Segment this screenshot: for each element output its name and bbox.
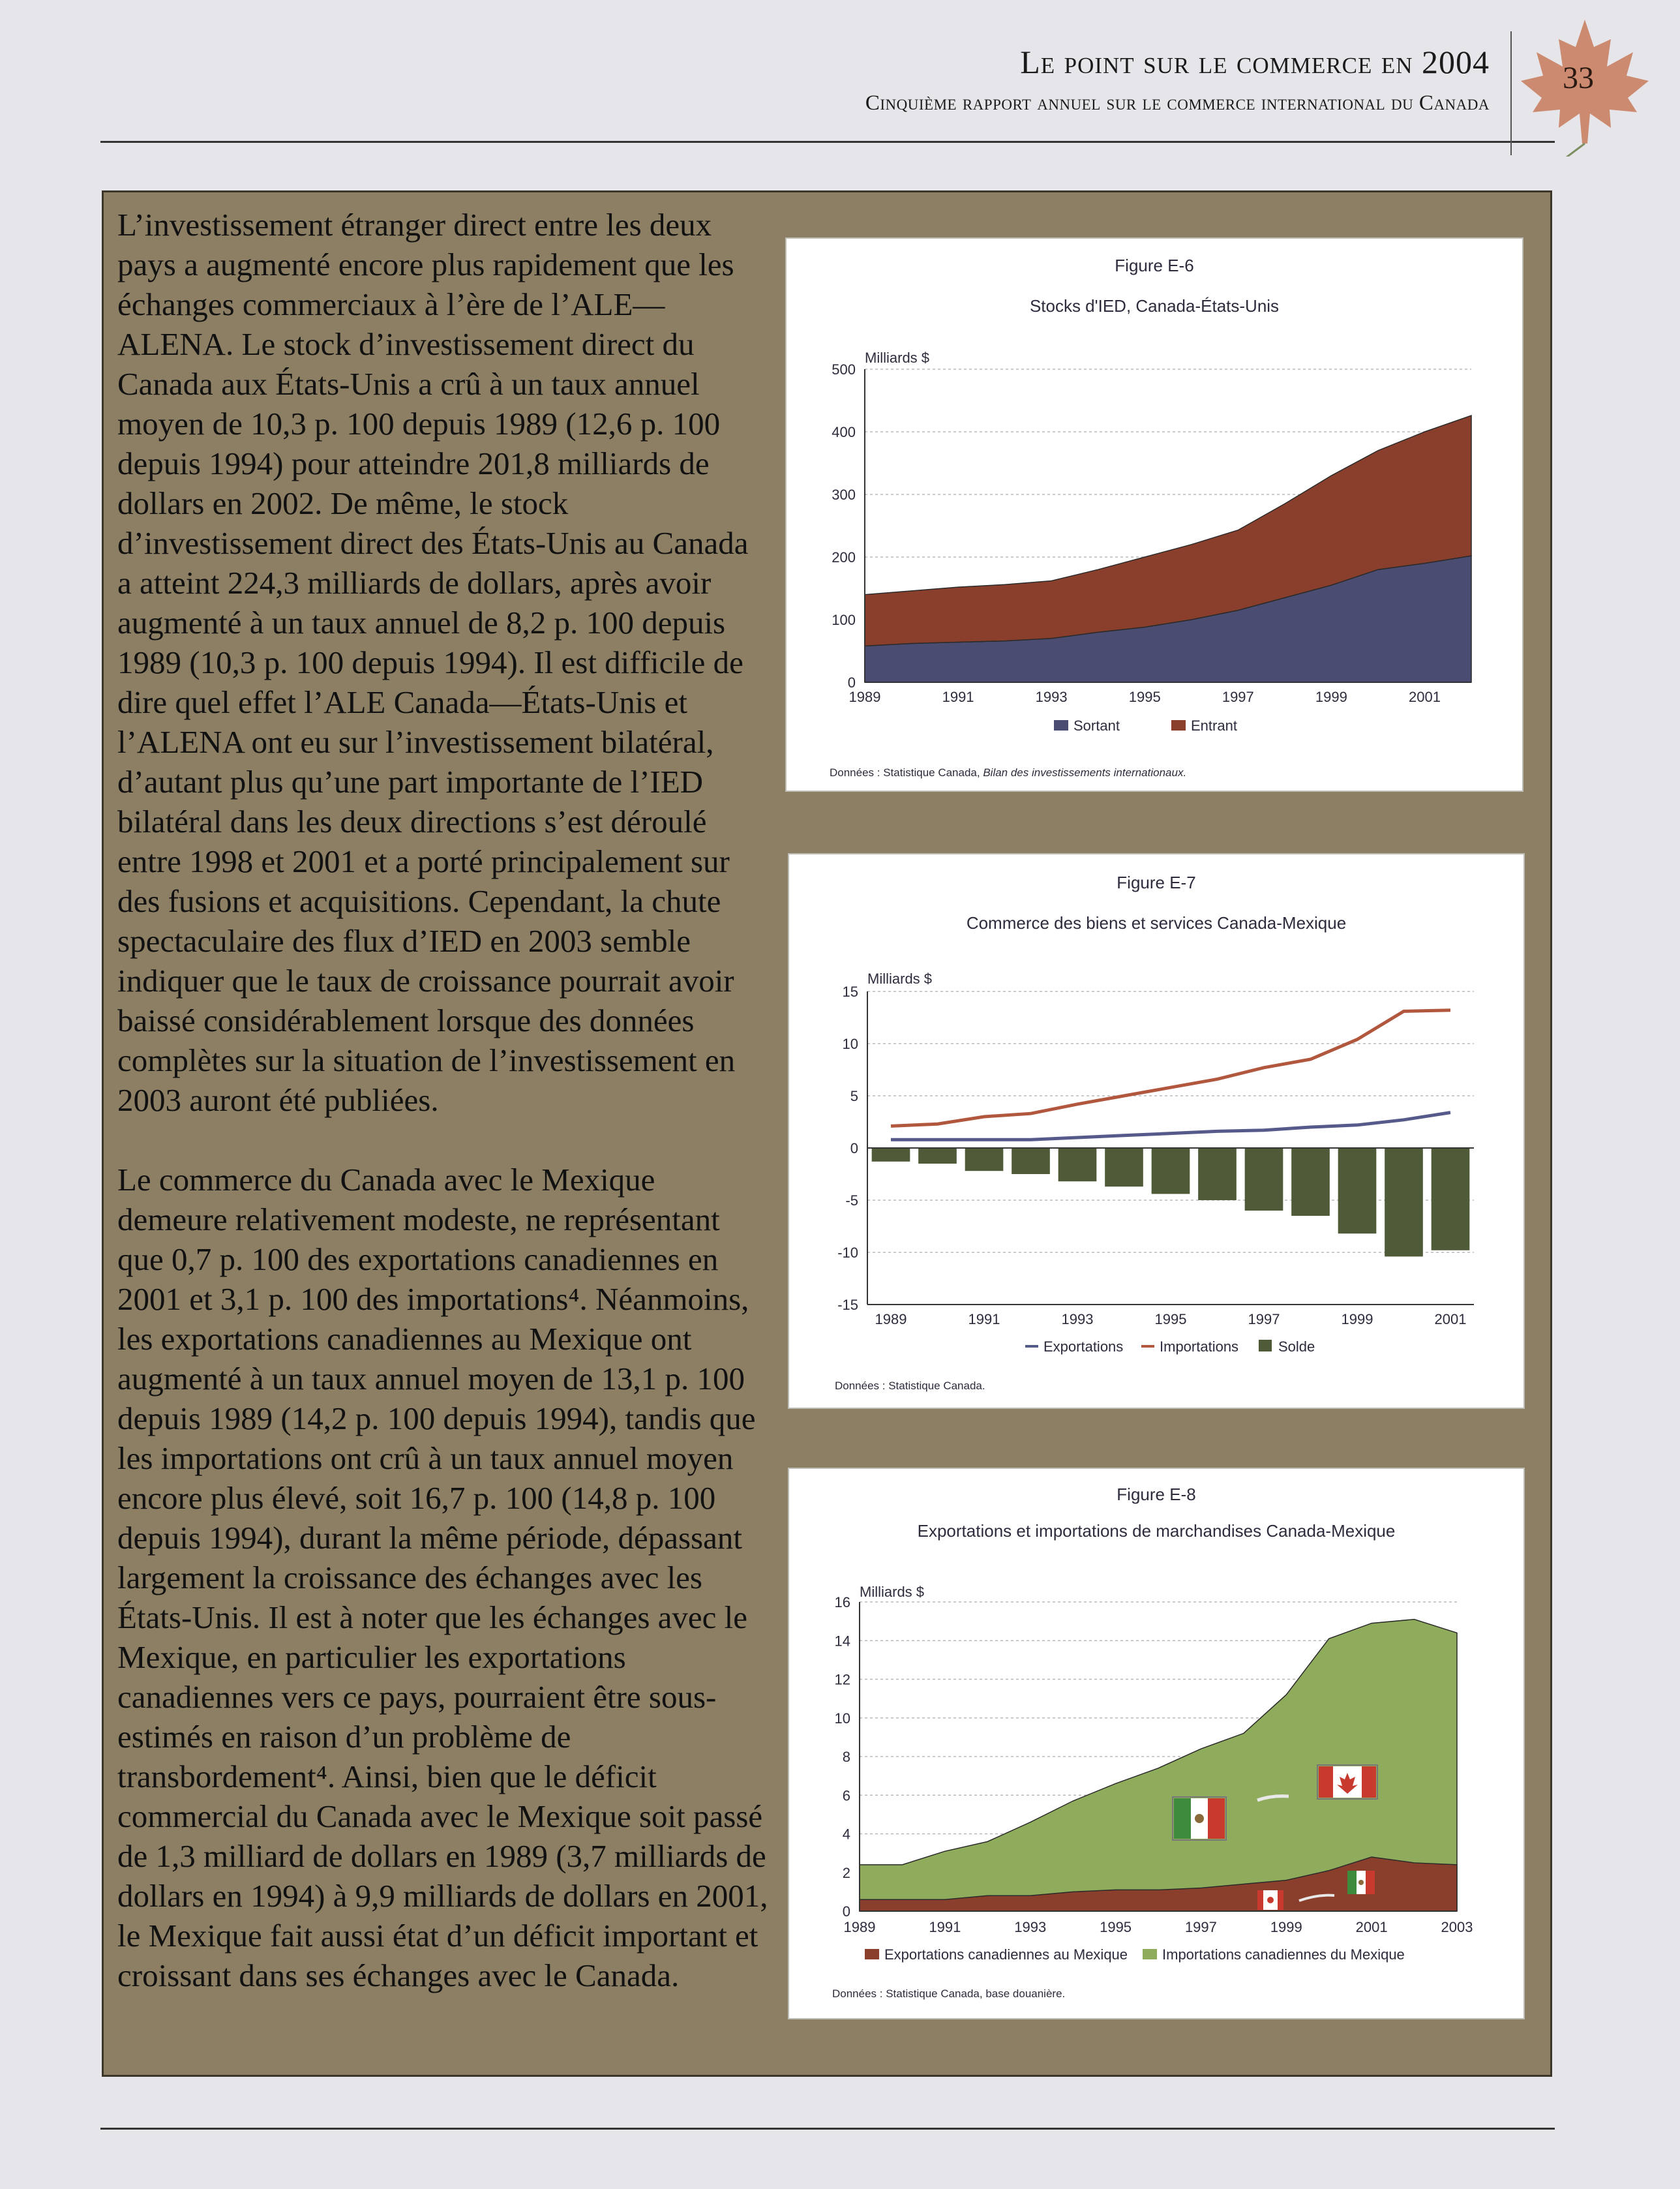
x-tick-label: 1993 bbox=[1014, 1919, 1047, 1935]
legend-label-exportations-mexique: Exportations canadiennes au Mexique bbox=[884, 1946, 1128, 1963]
figure-e8-title: Exportations et importations de marchandises Canada-Mexique bbox=[917, 1521, 1396, 1541]
legend-label-exportations: Exportations bbox=[1043, 1338, 1124, 1355]
x-tick-label: 1995 bbox=[1154, 1311, 1187, 1327]
x-tick-label: 1995 bbox=[1100, 1919, 1132, 1935]
figure-e8-ylabel: Milliards $ bbox=[860, 1584, 925, 1600]
y-tick-label: 6 bbox=[842, 1787, 850, 1804]
y-tick-label: -5 bbox=[845, 1192, 858, 1209]
x-tick-label: 1993 bbox=[1035, 689, 1068, 705]
figure-e6 bbox=[785, 237, 1523, 792]
figure-e7-legend bbox=[1025, 1338, 1315, 1355]
x-tick-label: 1989 bbox=[875, 1311, 907, 1327]
header-divider bbox=[1510, 31, 1512, 155]
bar-solde bbox=[1058, 1148, 1097, 1181]
y-tick-label: 2 bbox=[842, 1864, 850, 1881]
y-tick-label: 0 bbox=[850, 1140, 858, 1156]
legend-label-importations: Importations bbox=[1160, 1338, 1239, 1355]
legend-label-importations-mexique: Importations canadiennes du Mexique bbox=[1162, 1946, 1405, 1963]
y-tick-label: 15 bbox=[842, 984, 858, 1000]
body-text bbox=[117, 205, 770, 2035]
legend-swatch-importations-mexique bbox=[1143, 1949, 1157, 1959]
bar-solde bbox=[1338, 1148, 1377, 1233]
figure-e6-chart bbox=[787, 239, 1522, 791]
legend-label-sortant: Sortant bbox=[1073, 717, 1120, 734]
x-tick-label: 2003 bbox=[1441, 1919, 1473, 1935]
bar-solde bbox=[1152, 1148, 1190, 1194]
figure-e6-legend bbox=[1054, 717, 1237, 734]
x-tick-label: 1991 bbox=[929, 1919, 961, 1935]
legend-label-entrant: Entrant bbox=[1191, 717, 1237, 734]
y-tick-label: 12 bbox=[834, 1671, 850, 1688]
y-tick-label: 200 bbox=[832, 549, 856, 566]
mexico-flag-small-icon bbox=[1347, 1871, 1375, 1894]
x-tick-label: 1997 bbox=[1222, 689, 1254, 705]
x-tick-label: 1997 bbox=[1184, 1919, 1217, 1935]
x-tick-label: 1995 bbox=[1128, 689, 1161, 705]
y-tick-label: 10 bbox=[842, 1036, 858, 1052]
legend-swatch-exportations-mexique bbox=[865, 1949, 879, 1959]
figure-e7-chart bbox=[789, 854, 1523, 1408]
running-header-subtitle: Cinquième rapport annuel sur le commerce international du Canada bbox=[865, 91, 1490, 115]
bar-solde bbox=[1385, 1148, 1423, 1256]
y-tick-label: 14 bbox=[834, 1633, 850, 1650]
figure-e8-chart bbox=[789, 1469, 1523, 2018]
y-tick-label: 0 bbox=[847, 674, 856, 691]
legend-swatch-sortant bbox=[1054, 720, 1068, 731]
bar-solde bbox=[1198, 1148, 1237, 1200]
y-tick-label: 10 bbox=[834, 1710, 850, 1727]
figure-e8-source: Données : Statistique Canada, base douanière. bbox=[832, 1987, 1066, 2000]
y-tick-label: 300 bbox=[832, 487, 856, 503]
x-tick-label: 2001 bbox=[1434, 1311, 1467, 1327]
running-header-title: Le point sur le commerce en 2004 bbox=[1020, 44, 1490, 80]
y-tick-label: 8 bbox=[842, 1749, 850, 1765]
y-tick-label: 16 bbox=[834, 1594, 850, 1610]
y-tick-label: 4 bbox=[842, 1826, 850, 1843]
figure-e8-legend bbox=[865, 1946, 1405, 1963]
legend-swatch-entrant bbox=[1171, 720, 1186, 731]
bar-solde bbox=[1245, 1148, 1283, 1211]
figure-e6-source: Données : Statistique Canada, Bilan des investissements internationaux. bbox=[830, 766, 1187, 779]
x-tick-label: 2001 bbox=[1408, 689, 1441, 705]
y-tick-label: 400 bbox=[832, 424, 856, 440]
header-rule bbox=[100, 141, 1555, 143]
x-tick-label: 1989 bbox=[848, 689, 881, 705]
x-tick-label: 1991 bbox=[968, 1311, 1000, 1327]
paragraph-fdi: L’investissement étranger direct entre les deux pays a augmenté encore plus rapidement que les échanges commerciaux à l’ère de l’ALE—ALENA. Le stock d’investissement direct du Canada aux États-Unis a crû à un taux annuel moyen de 10,3 p. 100 depuis 1989 (12,6 p. 100 depuis 1994) pour atteindre 201,8 milliards de dollars en 2002. De même, le stock d’investissement direct des États-Unis au Canada a atteint 224,3 milliards de dollars, après avoir augmenté à un taux annuel de 8,2 p. 100 depuis 1989 (10,3 p. 100 depuis 1994). Il est difficile de dire quel effet l’ALE Canada—États-Unis et l’ALENA ont eu sur l’investissement bilatéral, d’autant plus qu’une part importante de l’IED bilatéral dans les deux directions s’est déroulé entre 1998 et 2001 et a porté principalement sur des fusions et acquisitions. Cependant, la chute spectaculaire des flux d’IED en 2003 semble indiquer que le taux de croissance pourrait avoir baissé considérablement lorsque des données complètes sur la situation de l’investissement en 2003 auront été publiées. bbox=[117, 207, 749, 1118]
figure-e7-label: Figure E-7 bbox=[1117, 873, 1196, 892]
canada-flag-small-icon bbox=[1257, 1890, 1283, 1910]
x-tick-label: 1999 bbox=[1270, 1919, 1302, 1935]
bar-solde bbox=[1105, 1148, 1143, 1186]
page-number: 33 bbox=[1563, 61, 1594, 95]
paragraph-mexico-trade: Le commerce du Canada avec le Mexique demeure relativement modeste, ne représentant que 0,7 p. 100 des exportations canadiennes en 2001 et 3,1 p. 100 des importations⁴. Néanmoins, les exportations canadiennes au Mexique ont augmenté à un taux annuel moyen de 13,1 p. 100 depuis 1989 (14,2 p. 100 depuis 1994), tandis que les importations ont crû à un taux annuel moyen encore plus élevé, soit 16,7 p. 100 (14,8 p. 100 depuis 1994), durant la même période, dépassant largement la croissance des échanges avec les États-Unis. Il est à noter que les échanges avec le Mexique, en particulier les exportations canadiennes vers ce pays, pourraient être sous-estimés en raison d’un problème de transbordement⁴. Ainsi, bien que le déficit commercial du Canada avec le Mexique soit passé de 1,3 milliard de dollars en 1989 (3,7 milliards de dollars en 1994) à 9,9 milliards de dollars en 2001, le Mexique fait aussi état d’un déficit important et croissant dans ses échanges avec le Canada. bbox=[117, 1162, 768, 1993]
bar-solde bbox=[872, 1148, 910, 1162]
bar-solde bbox=[1432, 1148, 1470, 1250]
x-tick-label: 1997 bbox=[1248, 1311, 1280, 1327]
bar-solde bbox=[965, 1148, 1004, 1171]
figure-e8 bbox=[788, 1468, 1525, 2019]
x-tick-label: 1989 bbox=[843, 1919, 876, 1935]
x-tick-label: 1991 bbox=[942, 689, 974, 705]
canada-flag-icon bbox=[1317, 1765, 1377, 1799]
bar-solde bbox=[918, 1148, 957, 1164]
x-tick-label: 1993 bbox=[1061, 1311, 1094, 1327]
legend-swatch-solde bbox=[1259, 1340, 1272, 1351]
figure-e6-title: Stocks d'IED, Canada-États-Unis bbox=[1029, 296, 1280, 316]
y-tick-label: 500 bbox=[832, 361, 856, 378]
figure-e6-label: Figure E-6 bbox=[1115, 256, 1194, 275]
y-tick-label: -15 bbox=[837, 1297, 858, 1313]
figure-e7-ylabel: Milliards $ bbox=[867, 971, 933, 987]
bar-solde bbox=[1291, 1148, 1330, 1216]
y-tick-label: 0 bbox=[842, 1903, 850, 1920]
figure-e8-label: Figure E-8 bbox=[1117, 1485, 1196, 1504]
bar-solde bbox=[1012, 1148, 1050, 1174]
figure-e7-source: Données : Statistique Canada. bbox=[835, 1380, 985, 1392]
legend-label-solde: Solde bbox=[1278, 1338, 1315, 1355]
x-tick-label: 1999 bbox=[1341, 1311, 1373, 1327]
x-tick-label: 1999 bbox=[1315, 689, 1347, 705]
line-series-1 bbox=[891, 1010, 1450, 1126]
mexico-flag-icon bbox=[1173, 1797, 1226, 1840]
figure-e6-ylabel: Milliards $ bbox=[865, 350, 930, 366]
figure-e7 bbox=[788, 853, 1525, 1409]
y-tick-label: 100 bbox=[832, 612, 856, 628]
y-tick-label: -10 bbox=[837, 1245, 858, 1261]
x-tick-label: 2001 bbox=[1355, 1919, 1388, 1935]
y-tick-label: 5 bbox=[850, 1088, 858, 1104]
figure-e7-title: Commerce des biens et services Canada-Mexique bbox=[966, 913, 1347, 933]
footer-rule bbox=[100, 2128, 1555, 2130]
